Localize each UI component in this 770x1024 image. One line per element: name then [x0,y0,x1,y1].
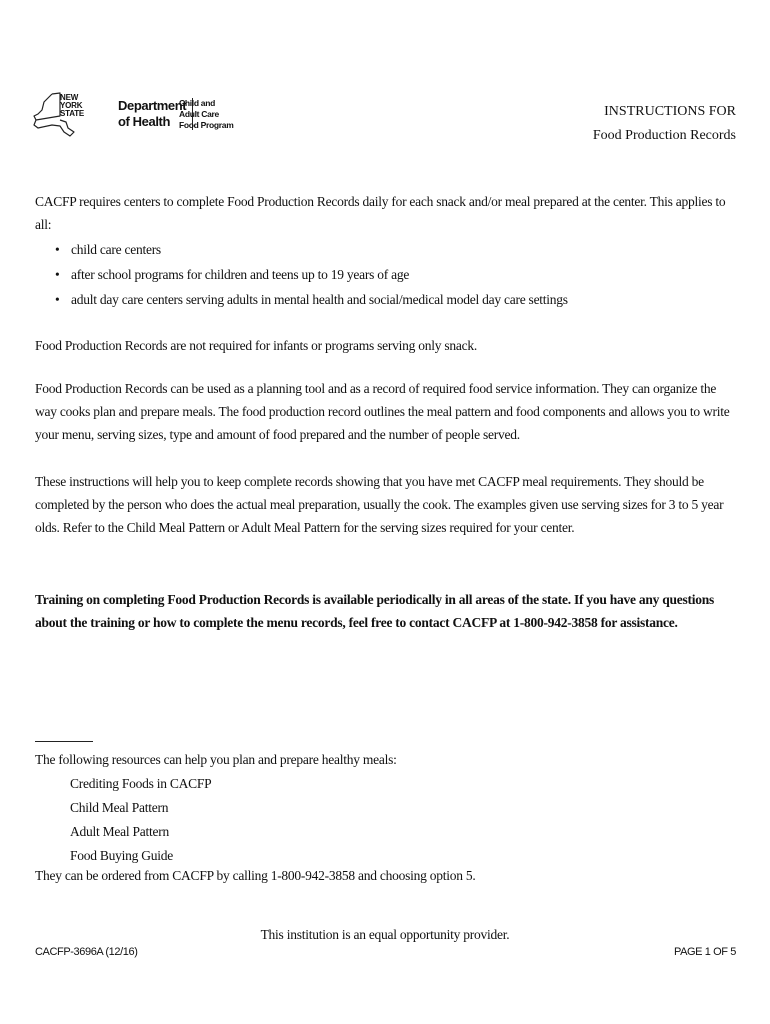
list-item: Adult Meal Pattern [70,824,169,839]
document-title [593,100,736,148]
list-item: • after school programs for children and teens up to 19 years of age [55,262,568,287]
list-item: • adult day care centers serving adults in mental health and social/medical model day care settings [55,287,568,312]
resources-list [70,772,211,868]
title-line-1: INSTRUCTIONS FOR [604,104,736,119]
resources-order-note: They can be ordered from CACFP by calling 1-800-942-3858 and choosing option 5. [35,868,476,883]
applies-to-list [55,237,568,312]
footnote-divider [35,741,93,742]
list-item: • child care centers [55,237,568,262]
list-item: Food Buying Guide [70,848,174,863]
training-paragraph: Training on completing Food Production Records is available periodically in all areas of the state. If you have any questions about the training or how to complete the menu records, feel free to contact CACFP at 1-800-942-3858 for assistance. [35,592,715,630]
nys-department-of-health-logo [30,92,234,138]
planning-paragraph: Food Production Records can be used as a planning tool and as a record of required food service information. They can organize the way cooks plan and prepare meals. The food production record outlines the meal pattern and food components and allows you to write your menu, serving sizes, type and amount of food prepared and the number of people served. [35,381,730,442]
instructions-paragraph: These instructions will help you to keep complete records showing that you have met CACFP meal requirements. They should be completed by the person who does the actual meal preparation, usually the cook. The examples given use serving sizes for 3 to 5 year olds. Refer to the Child Meal Pattern or Adult Meal Pattern for the serving sizes required for your center. [35,474,724,535]
resources-intro: The following resources can help you plan and prepare healthy meals: [35,752,397,767]
list-item: Crediting Foods in CACFP [70,776,212,791]
not-required-paragraph: Food Production Records are not required for infants or programs serving only snack. [35,338,478,353]
state-wordmark: NEW YORK STATE [60,93,85,118]
list-item: Child Meal Pattern [70,800,169,815]
page-number: PAGE 1 OF 5 [673,946,736,958]
intro-paragraph: CACFP requires centers to complete Food Production Records daily for each snack and/or meal prepared at the center. This applies to all: [35,194,726,232]
equal-opportunity-statement: This institution is an equal opportunity provider. [260,927,510,942]
title-line-2: Food Production Records [592,128,736,143]
form-id: CACFP-3696A (12/16) [35,946,138,958]
department-wordmark: Department of Health [118,98,193,130]
program-wordmark: Child and Adult Care Food Program [179,98,234,130]
